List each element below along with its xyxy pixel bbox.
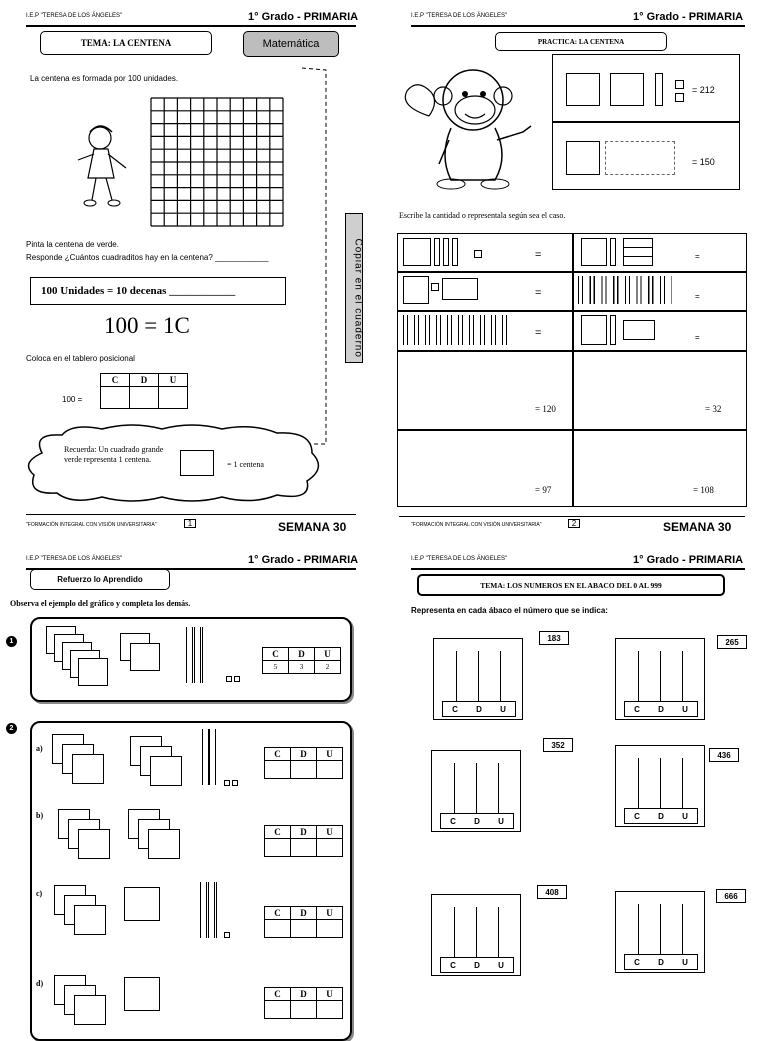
school-name: I.E.P "TERESA DE LOS ÁNGELES" xyxy=(411,556,508,562)
result-97: = 97 xyxy=(535,485,552,495)
col-d: D xyxy=(289,648,315,661)
col-d: D xyxy=(291,748,317,761)
unit-cube xyxy=(232,780,238,786)
reminder-text: Recuerda: Un cuadrado grande verde representa 1 centena. xyxy=(64,445,164,464)
place-label: D xyxy=(658,704,664,714)
abacus-rod xyxy=(682,651,683,703)
place-label: U xyxy=(498,816,504,826)
rod-group xyxy=(578,276,672,304)
monkey-illustration xyxy=(399,56,547,196)
hundred-square xyxy=(124,887,160,921)
hundred-square xyxy=(403,238,431,266)
hundred-square xyxy=(74,905,106,935)
hundred-square xyxy=(581,238,607,266)
answer-c[interactable] xyxy=(265,1001,291,1019)
equals-sign: = xyxy=(535,327,542,339)
unit-block xyxy=(623,238,653,266)
practice-instruction: Escribe la cantidad o representala según sea el caso. xyxy=(399,211,566,220)
col-u: U xyxy=(317,826,343,839)
abacus-rod xyxy=(660,651,661,703)
grade-label: 1° Grado - PRIMARIA xyxy=(248,11,359,23)
abacus-rod xyxy=(454,907,455,959)
header-rule xyxy=(411,568,745,570)
abacus[interactable] xyxy=(433,638,523,720)
col-d: D xyxy=(291,988,317,1001)
num-1: 1 xyxy=(6,636,17,647)
col-u: U xyxy=(317,748,343,761)
cdu-table-d xyxy=(264,987,343,1019)
place-label: C xyxy=(452,704,458,714)
page-number: 1 xyxy=(184,519,196,528)
abacus[interactable] xyxy=(615,638,705,720)
abacus-rod xyxy=(500,651,501,703)
abacus-base xyxy=(624,954,698,970)
answer-c[interactable] xyxy=(265,920,291,938)
ten-rod xyxy=(610,315,616,345)
place-label: C xyxy=(450,960,456,970)
hundred-square xyxy=(72,754,104,784)
centena-square xyxy=(180,450,214,476)
answer-c[interactable] xyxy=(101,387,130,409)
abacus-rod xyxy=(638,758,639,810)
abacus-rod xyxy=(478,651,479,703)
abacus-instruction: Representa en cada ábaco el número que se indica: xyxy=(411,606,608,615)
example-cdu-table xyxy=(262,647,341,674)
abacus-base xyxy=(440,813,514,829)
unit-cube xyxy=(224,780,230,786)
place-label: U xyxy=(682,811,688,821)
grid-line xyxy=(397,350,747,352)
abacus[interactable] xyxy=(615,891,705,973)
abacus[interactable] xyxy=(431,894,521,976)
equals-sign: = xyxy=(695,333,700,342)
ten-rod xyxy=(452,238,458,266)
abacus-rod xyxy=(498,763,499,815)
place-label: D xyxy=(658,811,664,821)
result-108: = 108 xyxy=(693,485,714,495)
answer-u[interactable] xyxy=(317,839,343,857)
col-u: U xyxy=(317,988,343,1001)
abacus-rod xyxy=(454,763,455,815)
abacus-rod xyxy=(682,904,683,956)
place-label: D xyxy=(474,960,480,970)
place-label: U xyxy=(498,960,504,970)
reinforce-title: Refuerzo lo Aprendido xyxy=(30,569,170,590)
grid-line xyxy=(397,271,747,273)
hundred-square xyxy=(566,141,600,175)
place-label: D xyxy=(474,816,480,826)
grid-line xyxy=(397,310,747,312)
target-number: 265 xyxy=(717,635,747,649)
week-label: SEMANA 30 xyxy=(663,520,732,534)
intro-text: La centena es formada por 100 unidades. xyxy=(30,74,179,83)
answer-c[interactable] xyxy=(265,839,291,857)
place-label: C xyxy=(634,704,640,714)
worksheet-page-1 xyxy=(22,8,362,536)
answer-d[interactable] xyxy=(130,387,159,409)
num-2: 2 xyxy=(6,723,17,734)
answer-c[interactable] xyxy=(265,761,291,779)
equals-sign: = xyxy=(695,292,700,301)
hundred-square xyxy=(74,995,106,1025)
target-number: 666 xyxy=(716,889,746,903)
ten-rods xyxy=(186,627,208,683)
unit-cube xyxy=(675,80,684,89)
target-number: 408 xyxy=(537,885,567,899)
abacus-rod xyxy=(498,907,499,959)
place-label: C xyxy=(634,811,640,821)
answer-u[interactable] xyxy=(159,387,188,409)
cdu-table-b xyxy=(264,825,343,857)
label-b: b) xyxy=(36,811,44,820)
footer-rule xyxy=(399,516,745,517)
worksheet-page-3 xyxy=(9,551,362,1024)
hundred-square xyxy=(150,756,182,786)
abacus-rod xyxy=(476,763,477,815)
unit-block xyxy=(623,320,655,340)
hundred-square xyxy=(581,315,607,345)
col-c: C xyxy=(263,648,289,661)
place-value-instruction: Coloca en el tablero posicional xyxy=(26,354,135,363)
result-32: = 32 xyxy=(705,404,722,414)
place-label: U xyxy=(682,957,688,967)
abacus-rod xyxy=(660,758,661,810)
school-name: I.E.P "TERESA DE LOS ÁNGELES" xyxy=(26,13,123,19)
grade-label: 1° Grado - PRIMARIA xyxy=(633,554,744,566)
footer-slogan: "FORMACIÓN INTEGRAL CON VISIÓN UNIVERSITARIA" xyxy=(26,522,157,528)
school-name: I.E.P "TERESA DE LOS ÁNGELES" xyxy=(411,13,508,19)
ten-rods xyxy=(202,729,216,785)
grid-line xyxy=(572,233,574,507)
label-a: a) xyxy=(36,744,43,753)
target-number: 436 xyxy=(709,748,739,762)
col-c: C xyxy=(101,374,130,387)
dotted-rods xyxy=(605,141,675,175)
question-paint: Pinta la centena de verde. xyxy=(26,240,119,249)
answer-d[interactable] xyxy=(291,839,317,857)
grade-label: 1° Grado - PRIMARIA xyxy=(633,11,744,23)
ten-rod xyxy=(443,238,449,266)
abacus-base xyxy=(442,701,516,717)
unit-cube xyxy=(224,932,230,938)
ten-rod xyxy=(610,238,616,266)
unit-cube xyxy=(474,250,482,258)
ten-rods xyxy=(200,882,222,938)
col-u: U xyxy=(159,374,188,387)
hundred-square xyxy=(148,829,180,859)
week-label: SEMANA 30 xyxy=(278,520,347,534)
big-equation: 100 = 1C xyxy=(104,313,190,338)
abacus-rod xyxy=(476,907,477,959)
abacus-title: TEMA: LOS NUMEROS EN EL ABACO DEL 0 AL 999 xyxy=(417,574,725,596)
equals-sign: = xyxy=(535,249,542,261)
dashed-bracket xyxy=(302,66,342,446)
answer-d[interactable] xyxy=(291,1001,317,1019)
col-d: D xyxy=(130,374,159,387)
value-d: 3 xyxy=(289,661,315,674)
answer-d[interactable] xyxy=(291,920,317,938)
col-d: D xyxy=(291,826,317,839)
col-c: C xyxy=(265,907,291,920)
hundred-grid xyxy=(150,97,284,227)
place-label: C xyxy=(450,816,456,826)
subject-badge: Matemática xyxy=(243,31,339,57)
abacus-base xyxy=(624,701,698,717)
abacus-rod xyxy=(638,904,639,956)
place-label: U xyxy=(682,704,688,714)
result-120: = 120 xyxy=(535,404,556,414)
abacus[interactable] xyxy=(615,745,705,827)
col-c: C xyxy=(265,826,291,839)
answer-u[interactable] xyxy=(317,920,343,938)
ten-rod xyxy=(655,73,663,106)
unit-cube xyxy=(226,676,232,682)
value-150: = 150 xyxy=(692,157,715,167)
worksheet-page-2 xyxy=(395,8,750,536)
value-212: = 212 xyxy=(692,85,715,95)
hundred-square xyxy=(610,73,644,106)
cdu-table-a xyxy=(264,747,343,779)
hundred-square xyxy=(566,73,600,106)
footer-rule xyxy=(26,514,356,515)
page-number: 2 xyxy=(568,519,580,528)
unit-cube xyxy=(431,283,439,291)
col-u: U xyxy=(317,907,343,920)
hundred-square xyxy=(403,276,429,304)
hundred-square xyxy=(130,643,160,671)
abacus-base xyxy=(440,957,514,973)
copy-note: Copiar en el cuaderno xyxy=(352,238,364,358)
unit-cube xyxy=(675,93,684,102)
unit-block xyxy=(442,278,478,300)
place-label: U xyxy=(500,704,506,714)
footer-slogan: "FORMACIÓN INTEGRAL CON VISIÓN UNIVERSITARIA" xyxy=(411,522,542,528)
col-u: U xyxy=(315,648,341,661)
equivalence-box: 100 Unidades = 10 decenas ____________ xyxy=(30,277,286,305)
place-value-table xyxy=(100,373,188,409)
label-c: c) xyxy=(36,889,43,898)
abacus-base xyxy=(624,808,698,824)
abacus-rod xyxy=(638,651,639,703)
header-rule xyxy=(411,25,745,27)
equals-sign: = xyxy=(695,252,700,261)
equals-sign: = xyxy=(535,287,542,299)
worksheet-page-4 xyxy=(395,551,750,1024)
unit-cube xyxy=(234,676,240,682)
practice-title: PRACTICA: LA CENTENA xyxy=(495,32,667,51)
hundred-label: 100 = xyxy=(62,395,83,404)
reminder-equation: = 1 centena xyxy=(227,460,264,469)
label-d: d) xyxy=(36,979,44,988)
target-number: 183 xyxy=(539,631,569,645)
cdu-table-c xyxy=(264,906,343,938)
ten-rod xyxy=(434,238,440,266)
abacus-rod xyxy=(682,758,683,810)
target-number: 352 xyxy=(543,738,573,752)
example-divider xyxy=(552,121,740,123)
value-c: 5 xyxy=(263,661,289,674)
abacus[interactable] xyxy=(431,750,521,832)
col-d: D xyxy=(291,907,317,920)
girl-illustration xyxy=(68,118,138,218)
grade-label: 1° Grado - PRIMARIA xyxy=(248,554,359,566)
header-rule xyxy=(26,25,356,27)
col-c: C xyxy=(265,748,291,761)
abacus-rod xyxy=(456,651,457,703)
rod-group xyxy=(403,315,513,345)
question-count: Responde ¿Cuántos cuadraditos hay en la centena? ____________ xyxy=(26,253,269,262)
grid-line xyxy=(397,429,747,431)
hundred-square xyxy=(78,829,110,859)
abacus-rod xyxy=(660,904,661,956)
place-label: D xyxy=(658,957,664,967)
answer-u[interactable] xyxy=(317,1001,343,1019)
hundred-square xyxy=(78,658,108,686)
answer-u[interactable] xyxy=(317,761,343,779)
col-c: C xyxy=(265,988,291,1001)
topic-title: TEMA: LA CENTENA xyxy=(40,31,212,55)
hundred-square xyxy=(124,977,160,1011)
place-label: D xyxy=(476,704,482,714)
value-u: 2 xyxy=(315,661,341,674)
school-name: I.E.P "TERESA DE LOS ÁNGELES" xyxy=(26,556,123,562)
place-label: C xyxy=(634,957,640,967)
instruction: Observa el ejemplo del gráfico y completa los demás. xyxy=(10,599,191,608)
answer-d[interactable] xyxy=(291,761,317,779)
